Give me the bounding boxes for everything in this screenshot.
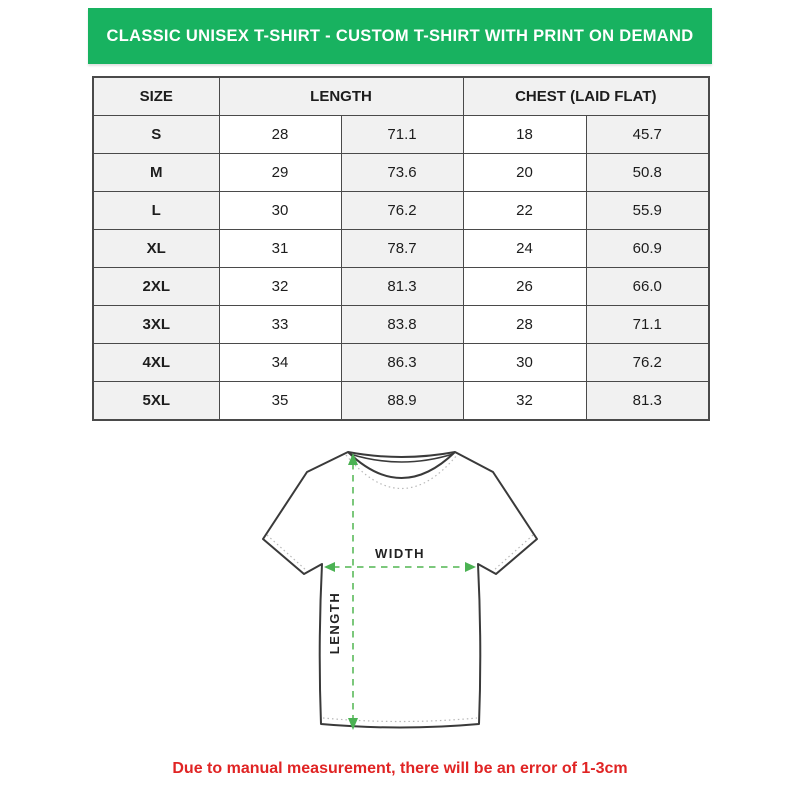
table-row <box>93 268 709 306</box>
table-row <box>93 382 709 421</box>
size-cell: 4XL <box>93 344 219 382</box>
size-cell: 2XL <box>93 268 219 306</box>
chest-in-cell: 30 <box>463 344 586 382</box>
col-header-length: LENGTH <box>219 77 463 116</box>
chest-cm-cell: 50.8 <box>586 154 709 192</box>
chest-in-cell: 26 <box>463 268 586 306</box>
chest-in-cell: 22 <box>463 192 586 230</box>
col-header-size: SIZE <box>93 77 219 116</box>
measurement-note: Due to manual measurement, there will be an error of 1-3cm <box>172 760 628 777</box>
length-in-cell: 28 <box>219 116 341 154</box>
table-row <box>93 344 709 382</box>
length-cm-cell: 71.1 <box>341 116 463 154</box>
length-in-cell: 33 <box>219 306 341 344</box>
table-row <box>93 154 709 192</box>
chest-in-cell: 18 <box>463 116 586 154</box>
length-in-cell: 34 <box>219 344 341 382</box>
col-header-chest: CHEST (LAID FLAT) <box>463 77 709 116</box>
table-row <box>93 116 709 154</box>
table-header-row <box>93 77 709 116</box>
size-cell: M <box>93 154 219 192</box>
size-cell: S <box>93 116 219 154</box>
size-cell: 3XL <box>93 306 219 344</box>
chest-in-cell: 32 <box>463 382 586 421</box>
length-in-cell: 32 <box>219 268 341 306</box>
length-in-cell: 29 <box>219 154 341 192</box>
chest-cm-cell: 45.7 <box>586 116 709 154</box>
table-row <box>93 192 709 230</box>
size-table-container <box>92 76 708 421</box>
tshirt-diagram <box>240 440 560 760</box>
chest-cm-cell: 81.3 <box>586 382 709 421</box>
size-cell: L <box>93 192 219 230</box>
width-label: WIDTH <box>374 546 426 561</box>
chest-cm-cell: 66.0 <box>586 268 709 306</box>
length-cm-cell: 78.7 <box>341 230 463 268</box>
length-in-cell: 31 <box>219 230 341 268</box>
chest-cm-cell: 55.9 <box>586 192 709 230</box>
size-cell: 5XL <box>93 382 219 421</box>
table-row <box>93 230 709 268</box>
length-cm-cell: 88.9 <box>341 382 463 421</box>
chest-in-cell: 20 <box>463 154 586 192</box>
tshirt-outline <box>263 452 537 728</box>
length-in-cell: 30 <box>219 192 341 230</box>
length-cm-cell: 81.3 <box>341 268 463 306</box>
length-label: LENGTH <box>327 591 342 655</box>
length-cm-cell: 83.8 <box>341 306 463 344</box>
chest-in-cell: 24 <box>463 230 586 268</box>
chest-in-cell: 28 <box>463 306 586 344</box>
table-row <box>93 306 709 344</box>
chest-cm-cell: 71.1 <box>586 306 709 344</box>
size-cell: XL <box>93 230 219 268</box>
page-title: CLASSIC UNISEX T-SHIRT - CUSTOM T-SHIRT WITH PRINT ON DEMAND <box>106 26 694 45</box>
title-banner <box>88 8 712 64</box>
length-in-cell: 35 <box>219 382 341 421</box>
chest-cm-cell: 76.2 <box>586 344 709 382</box>
length-cm-cell: 73.6 <box>341 154 463 192</box>
chest-cm-cell: 60.9 <box>586 230 709 268</box>
length-cm-cell: 86.3 <box>341 344 463 382</box>
size-table <box>92 76 710 421</box>
length-cm-cell: 76.2 <box>341 192 463 230</box>
